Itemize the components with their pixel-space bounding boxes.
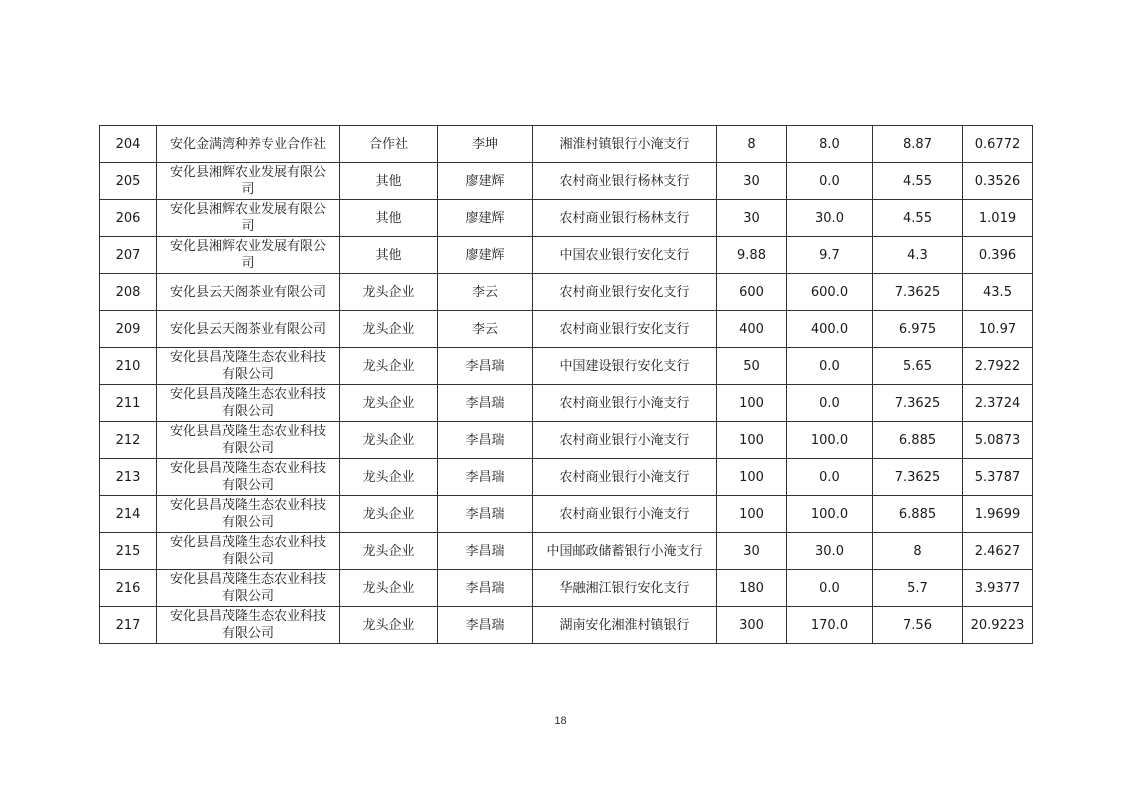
cell-bank-name: 农村商业银行小淹支行 [533, 496, 717, 533]
cell-amount-a: 180 [717, 570, 787, 607]
cell-bank-name: 湘淮村镇银行小淹支行 [533, 126, 717, 163]
cell-company-name: 安化县云天阁茶业有限公司 [157, 311, 340, 348]
table-row [100, 311, 1033, 348]
cell-amount-b: 0.0 [787, 348, 873, 385]
cell-company-type: 其他 [340, 237, 438, 274]
cell-contact-person: 李昌瑞 [438, 570, 533, 607]
cell-bank-name: 华融湘江银行安化支行 [533, 570, 717, 607]
table-row [100, 496, 1033, 533]
cell-amount-a: 100 [717, 459, 787, 496]
cell-bank-name: 中国农业银行安化支行 [533, 237, 717, 274]
cell-row-index: 208 [100, 274, 157, 311]
cell-company-name: 安化县昌茂隆生态农业科技 有限公司 [157, 533, 340, 570]
cell-rate: 5.65 [873, 348, 963, 385]
cell-row-index: 217 [100, 607, 157, 644]
cell-company-type: 龙头企业 [340, 385, 438, 422]
cell-amount-a: 400 [717, 311, 787, 348]
cell-amount-a: 30 [717, 533, 787, 570]
cell-bank-name: 湖南安化湘淮村镇银行 [533, 607, 717, 644]
cell-company-type: 其他 [340, 200, 438, 237]
cell-bank-name: 农村商业银行安化支行 [533, 311, 717, 348]
cell-bank-name: 农村商业银行安化支行 [533, 274, 717, 311]
cell-bank-name: 中国建设银行安化支行 [533, 348, 717, 385]
cell-company-type: 龙头企业 [340, 274, 438, 311]
cell-row-index: 216 [100, 570, 157, 607]
cell-value: 5.3787 [963, 459, 1033, 496]
cell-amount-b: 400.0 [787, 311, 873, 348]
cell-company-type: 龙头企业 [340, 570, 438, 607]
cell-company-name: 安化县昌茂隆生态农业科技 有限公司 [157, 348, 340, 385]
table-row [100, 163, 1033, 200]
cell-bank-name: 农村商业银行小淹支行 [533, 459, 717, 496]
cell-value: 5.0873 [963, 422, 1033, 459]
table-row [100, 459, 1033, 496]
table-row [100, 422, 1033, 459]
cell-bank-name: 农村商业银行杨林支行 [533, 163, 717, 200]
table-row [100, 533, 1033, 570]
cell-company-name: 安化县昌茂隆生态农业科技 有限公司 [157, 570, 340, 607]
cell-company-type: 其他 [340, 163, 438, 200]
cell-rate: 8 [873, 533, 963, 570]
cell-rate: 4.55 [873, 200, 963, 237]
cell-amount-b: 100.0 [787, 496, 873, 533]
cell-amount-b: 100.0 [787, 422, 873, 459]
cell-value: 2.7922 [963, 348, 1033, 385]
cell-contact-person: 廖建辉 [438, 237, 533, 274]
cell-company-name: 安化县昌茂隆生态农业科技 有限公司 [157, 385, 340, 422]
cell-company-name: 安化县昌茂隆生态农业科技 有限公司 [157, 422, 340, 459]
page-number: 18 [554, 715, 567, 727]
cell-value: 0.6772 [963, 126, 1033, 163]
cell-amount-b: 0.0 [787, 385, 873, 422]
cell-rate: 5.7 [873, 570, 963, 607]
cell-contact-person: 李昌瑞 [438, 496, 533, 533]
cell-row-index: 207 [100, 237, 157, 274]
cell-value: 0.3526 [963, 163, 1033, 200]
cell-row-index: 204 [100, 126, 157, 163]
cell-contact-person: 李昌瑞 [438, 607, 533, 644]
cell-value: 43.5 [963, 274, 1033, 311]
cell-amount-b: 8.0 [787, 126, 873, 163]
cell-company-type: 龙头企业 [340, 607, 438, 644]
cell-rate: 6.975 [873, 311, 963, 348]
cell-amount-a: 100 [717, 496, 787, 533]
cell-value: 2.3724 [963, 385, 1033, 422]
cell-company-name: 安化县昌茂隆生态农业科技 有限公司 [157, 607, 340, 644]
cell-value: 10.97 [963, 311, 1033, 348]
cell-amount-a: 100 [717, 422, 787, 459]
cell-company-type: 龙头企业 [340, 496, 438, 533]
cell-contact-person: 李昌瑞 [438, 348, 533, 385]
cell-bank-name: 农村商业银行杨林支行 [533, 200, 717, 237]
table-row [100, 126, 1033, 163]
cell-value: 20.9223 [963, 607, 1033, 644]
table-row [100, 200, 1033, 237]
cell-bank-name: 中国邮政储蓄银行小淹支行 [533, 533, 717, 570]
cell-value: 0.396 [963, 237, 1033, 274]
cell-company-name: 安化金满湾种养专业合作社 [157, 126, 340, 163]
cell-contact-person: 李昌瑞 [438, 422, 533, 459]
table-row [100, 570, 1033, 607]
cell-contact-person: 李云 [438, 311, 533, 348]
cell-company-type: 龙头企业 [340, 533, 438, 570]
cell-amount-a: 30 [717, 163, 787, 200]
cell-row-index: 212 [100, 422, 157, 459]
cell-rate: 4.3 [873, 237, 963, 274]
cell-amount-a: 100 [717, 385, 787, 422]
cell-company-type: 龙头企业 [340, 348, 438, 385]
table-row [100, 348, 1033, 385]
cell-company-name: 安化县湘辉农业发展有限公 司 [157, 163, 340, 200]
cell-rate: 7.56 [873, 607, 963, 644]
cell-rate: 6.885 [873, 422, 963, 459]
cell-contact-person: 李昌瑞 [438, 459, 533, 496]
cell-company-name: 安化县湘辉农业发展有限公 司 [157, 237, 340, 274]
cell-company-name: 安化县云天阁茶业有限公司 [157, 274, 340, 311]
cell-contact-person: 李坤 [438, 126, 533, 163]
cell-row-index: 214 [100, 496, 157, 533]
cell-row-index: 206 [100, 200, 157, 237]
cell-amount-a: 300 [717, 607, 787, 644]
cell-rate: 8.87 [873, 126, 963, 163]
cell-amount-b: 30.0 [787, 200, 873, 237]
cell-amount-a: 8 [717, 126, 787, 163]
cell-value: 2.4627 [963, 533, 1033, 570]
cell-contact-person: 李昌瑞 [438, 385, 533, 422]
cell-value: 1.9699 [963, 496, 1033, 533]
table-row [100, 237, 1033, 274]
cell-company-type: 合作社 [340, 126, 438, 163]
cell-value: 3.9377 [963, 570, 1033, 607]
table-row [100, 385, 1033, 422]
cell-amount-a: 9.88 [717, 237, 787, 274]
table-row [100, 607, 1033, 644]
cell-company-type: 龙头企业 [340, 459, 438, 496]
cell-company-name: 安化县湘辉农业发展有限公 司 [157, 200, 340, 237]
cell-contact-person: 廖建辉 [438, 200, 533, 237]
cell-amount-b: 9.7 [787, 237, 873, 274]
cell-contact-person: 李云 [438, 274, 533, 311]
cell-company-name: 安化县昌茂隆生态农业科技 有限公司 [157, 459, 340, 496]
cell-row-index: 205 [100, 163, 157, 200]
cell-amount-a: 50 [717, 348, 787, 385]
cell-rate: 7.3625 [873, 459, 963, 496]
cell-row-index: 213 [100, 459, 157, 496]
table-row [100, 274, 1033, 311]
cell-rate: 7.3625 [873, 385, 963, 422]
cell-rate: 6.885 [873, 496, 963, 533]
cell-contact-person: 廖建辉 [438, 163, 533, 200]
cell-value: 1.019 [963, 200, 1033, 237]
cell-amount-b: 0.0 [787, 570, 873, 607]
cell-amount-b: 30.0 [787, 533, 873, 570]
cell-amount-b: 600.0 [787, 274, 873, 311]
cell-row-index: 209 [100, 311, 157, 348]
data-table [99, 125, 1033, 644]
cell-company-name: 安化县昌茂隆生态农业科技 有限公司 [157, 496, 340, 533]
cell-company-type: 龙头企业 [340, 311, 438, 348]
cell-amount-b: 0.0 [787, 163, 873, 200]
cell-row-index: 211 [100, 385, 157, 422]
cell-amount-a: 30 [717, 200, 787, 237]
cell-bank-name: 农村商业银行小淹支行 [533, 385, 717, 422]
cell-amount-b: 0.0 [787, 459, 873, 496]
cell-amount-b: 170.0 [787, 607, 873, 644]
cell-rate: 4.55 [873, 163, 963, 200]
cell-rate: 7.3625 [873, 274, 963, 311]
cell-amount-a: 600 [717, 274, 787, 311]
cell-bank-name: 农村商业银行小淹支行 [533, 422, 717, 459]
cell-row-index: 210 [100, 348, 157, 385]
cell-company-type: 龙头企业 [340, 422, 438, 459]
cell-row-index: 215 [100, 533, 157, 570]
cell-contact-person: 李昌瑞 [438, 533, 533, 570]
